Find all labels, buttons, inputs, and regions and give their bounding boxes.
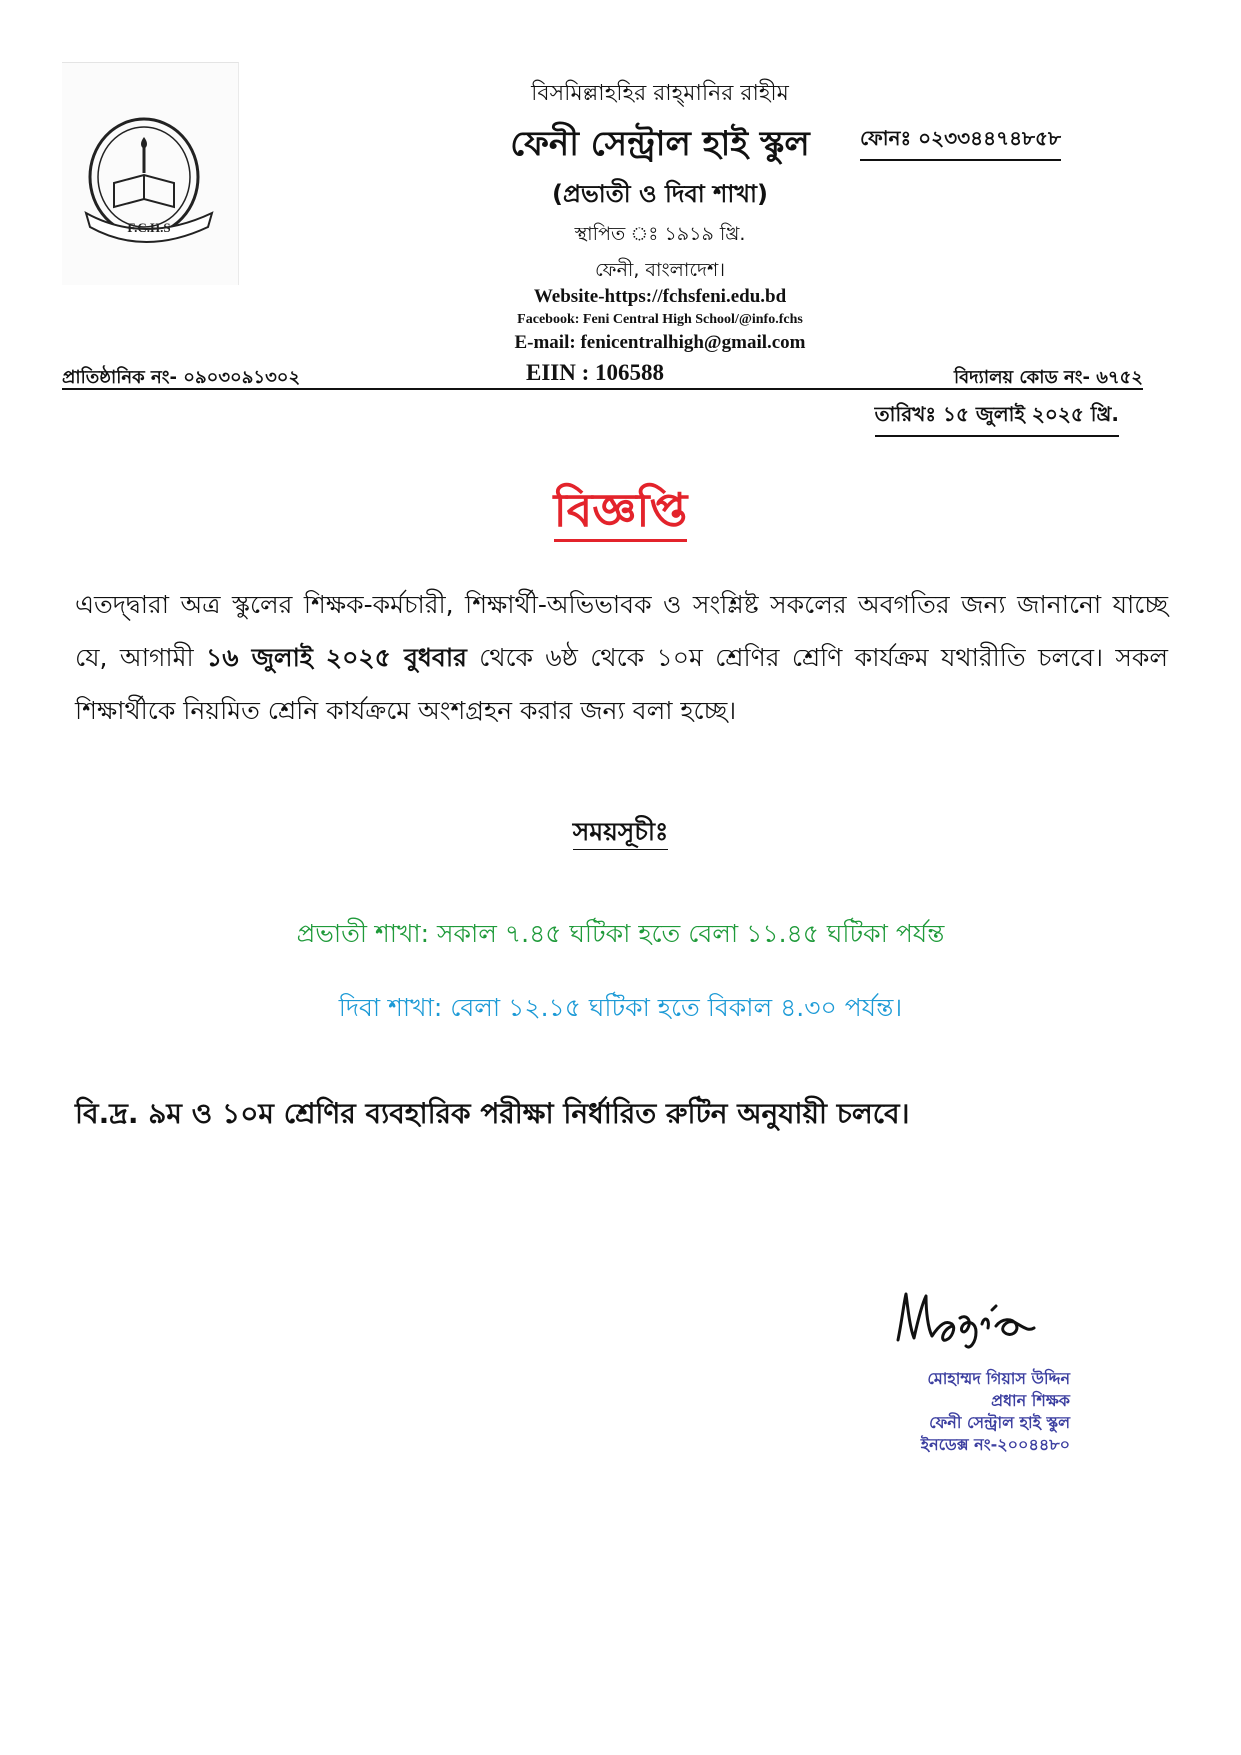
shift-line: (প্রভাতী ও দিবা শাখা) [552, 180, 768, 208]
notice-body-date: ১৬ জুলাই ২০২৫ বুধবার [206, 643, 467, 672]
notice-title-text: বিজ্ঞপ্তি [554, 483, 688, 542]
institution-number: প্রাতিষ্ঠানিক নং- ০৯০৩০৯১৩০২ [62, 367, 301, 388]
notice-date: তারিখঃ ১৫ জুলাই ২০২৫ খ্রি. [875, 400, 1119, 437]
headmaster-seal [830, 1368, 1070, 1456]
header-divider [62, 388, 1143, 390]
eiin-number: EIIN : 106588 [526, 360, 665, 385]
schedule-title-text: সময়সূচীঃ [573, 817, 669, 850]
notice-body-part2: থেকে ৬ষ্ঠ থেকে ১০ম শ্রেণির শ্রেণি কার্যক্রম যথারীতি চলবে। সকল শিক্ষার্থীকে নিয়মিত শ্রেনি কার্যক্রমে অংশগ্রহন করার জন্য বলা হচ্ছে। [75, 643, 1169, 725]
notice-body [75, 578, 1168, 737]
notice-title [0, 476, 1241, 552]
notice-body-part1: এতদ্দ্বারা অত্র স্কুলের শিক্ষক-কর্মচারী, শিক্ষার্থী-অভিভাবক ও সংশ্লিষ্ট সকলের অবগতির জন্য জানানো যাচ্ছে যে, আগামী [75, 590, 1169, 672]
notice-note: বি.দ্র. ৯ম ও ১০ম শ্রেণির ব্যবহারিক পরীক্ষা নির্ধারিত রুটিন অনুযায়ী চলবে। [75, 1097, 910, 1130]
day-shift-time: দিবা শাখা: বেলা ১২.১৫ ঘটিকা হতে বিকাল ৪.৩০ পর্যন্ত। [338, 993, 903, 1022]
established-line: স্থাপিত ঃ ১৯১৯ খ্রি. [574, 223, 746, 245]
school-crest-icon [74, 115, 224, 255]
headmaster-designation: প্রধান শিক্ষক [991, 1391, 1070, 1410]
headmaster-signature-icon [880, 1280, 1050, 1360]
school-code: বিদ্যালয় কোড নং- ৬৭৫২ [954, 367, 1143, 388]
facebook-link[interactable]: Facebook: Feni Central High School/@info.fchs [517, 312, 803, 327]
email-link[interactable]: E-mail: fenicentralhigh@gmail.com [514, 332, 806, 353]
location-line: ফেনী, বাংলাদেশ। [594, 259, 726, 281]
school-name: ফেনী সেন্ট্রাল হাই স্কুল [510, 124, 810, 164]
headmaster-school: ফেনী সেন্ট্রাল হাই স্কুল [929, 1413, 1070, 1432]
morning-shift-time: প্রভাতী শাখা: সকাল ৭.৪৫ ঘটিকা হতে বেলা ১১.৪৫ ঘটিকা পর্যন্ত [296, 919, 945, 948]
headmaster-name: মোহাম্মদ গিয়াস উদ্দিন [927, 1369, 1070, 1388]
website-link[interactable]: Website-https://fchsfeni.edu.bd [533, 286, 787, 307]
headmaster-index-no: ইনডেক্স নং-২০০৪৪৮০ [920, 1435, 1070, 1454]
logo-initials: F.C.H.S [127, 220, 171, 235]
school-logo-box [62, 62, 239, 285]
bismillah-line: বিসমিল্লাহহির রাহ্‌মানির রাহীম [531, 81, 789, 106]
phone-number: ফোনঃ ০২৩৩৪৪৭৪৮৫৮ [860, 124, 1061, 161]
schedule-title [0, 812, 1241, 855]
